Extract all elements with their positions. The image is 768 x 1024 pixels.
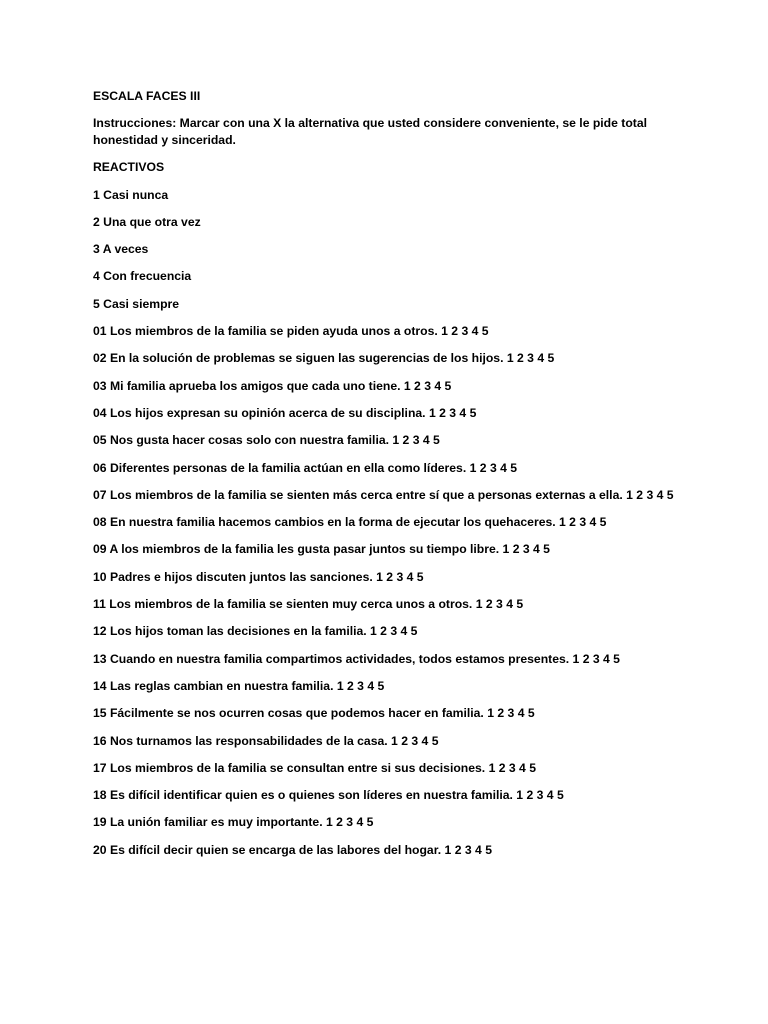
scale-option-5: 5 Casi siempre [93, 296, 180, 311]
question-item-10: 10 Padres e hijos discuten juntos las sanciones. 1 2 3 4 5 [93, 569, 424, 584]
question-item-04: 04 Los hijos expresan su opinión acerca de su disciplina. 1 2 3 4 5 [93, 405, 477, 420]
scale-option-2: 2 Una que otra vez [93, 214, 201, 229]
instructions-text: Instrucciones: Marcar con una X la alternativa que usted considere conveniente, se le pide total honestidad y sinceridad. [93, 116, 648, 148]
scale-option-3: 3 A veces [93, 242, 149, 257]
question-item-08: 08 En nuestra familia hacemos cambios en la forma de ejecutar los quehaceres. 1 2 3 4 5 [93, 515, 607, 530]
question-item-17: 17 Los miembros de la familia se consultan entre si sus decisiones. 1 2 3 4 5 [93, 760, 536, 775]
section-heading: REACTIVOS [93, 160, 165, 175]
question-item-20: 20 Es difícil decir quien se encarga de las labores del hogar. 1 2 3 4 5 [93, 842, 492, 857]
question-item-09: 09 A los miembros de la familia les gusta pasar juntos su tiempo libre. 1 2 3 4 5 [93, 542, 550, 557]
document-body [93, 88, 683, 869]
question-item-14: 14 Las reglas cambian en nuestra familia. 1 2 3 4 5 [93, 678, 385, 693]
question-item-11: 11 Los miembros de la familia se sienten muy cerca unos a otros. 1 2 3 4 5 [93, 597, 524, 612]
question-item-18: 18 Es difícil identificar quien es o quienes son líderes en nuestra familia. 1 2 3 4 5 [93, 788, 564, 803]
question-item-16: 16 Nos turnamos las responsabilidades de la casa. 1 2 3 4 5 [93, 733, 439, 748]
question-item-02: 02 En la solución de problemas se siguen las sugerencias de los hijos. 1 2 3 4 5 [93, 351, 555, 366]
question-item-13: 13 Cuando en nuestra familia compartimos actividades, todos estamos presentes. 1 2 3 4 5 [93, 651, 620, 666]
question-item-07: 07 Los miembros de la familia se sienten más cerca entre sí que a personas externas a ella. 1 2 3 4 5 [93, 487, 674, 502]
question-item-19: 19 La unión familiar es muy importante. 1 2 3 4 5 [93, 815, 374, 830]
scale-option-1: 1 Casi nunca [93, 187, 169, 202]
question-item-12: 12 Los hijos toman las decisiones en la familia. 1 2 3 4 5 [93, 624, 418, 639]
question-item-15: 15 Fácilmente se nos ocurren cosas que podemos hacer en familia. 1 2 3 4 5 [93, 706, 535, 721]
question-item-03: 03 Mi familia aprueba los amigos que cada uno tiene. 1 2 3 4 5 [93, 378, 452, 393]
document-title: ESCALA FACES III [93, 89, 201, 103]
question-item-06: 06 Diferentes personas de la familia actúan en ella como líderes. 1 2 3 4 5 [93, 460, 518, 475]
scale-option-4: 4 Con frecuencia [93, 269, 192, 284]
question-item-05: 05 Nos gusta hacer cosas solo con nuestra familia. 1 2 3 4 5 [93, 433, 440, 448]
question-item-01: 01 Los miembros de la familia se piden ayuda unos a otros. 1 2 3 4 5 [93, 324, 489, 339]
